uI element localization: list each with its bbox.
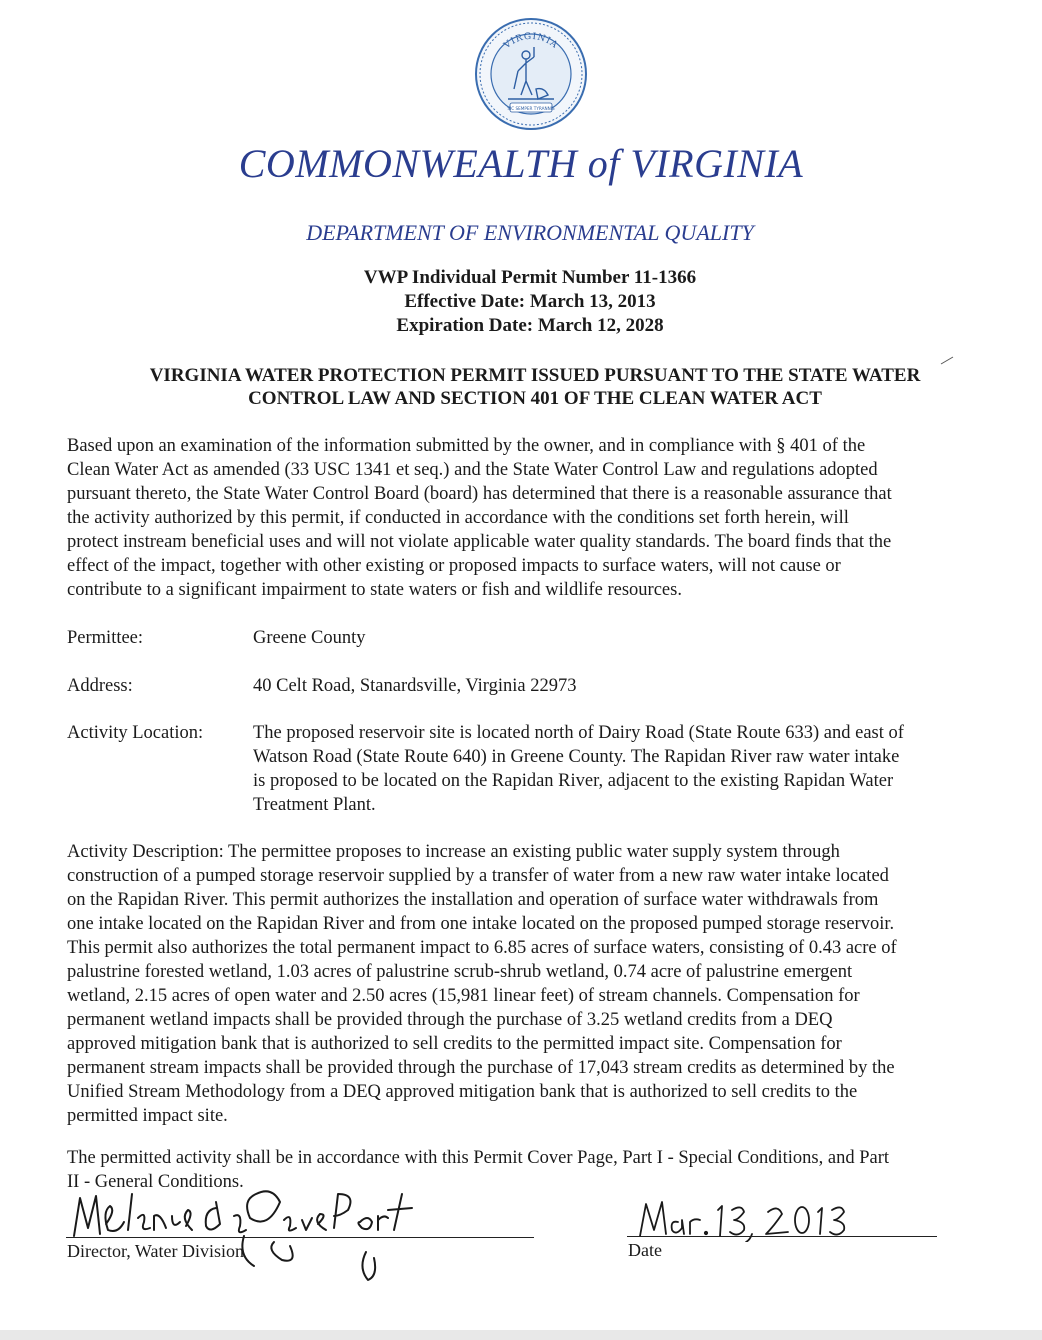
- effective-date: Effective Date: March 13, 2013: [404, 291, 656, 312]
- activity-description-line: one intake located on the Rapidan River and from one intake located on the proposed pumped storage reservoir.: [67, 914, 895, 934]
- permit-heading-line-2: CONTROL LAW AND SECTION 401 OF THE CLEAN WATER ACT: [248, 388, 822, 409]
- activity-description-line: permanent stream impacts shall be provided through the purchase of 17,043 stream credits as determined by the: [67, 1058, 895, 1078]
- activity-location-label: Activity Location:: [67, 723, 204, 743]
- permittee-value: Greene County: [253, 628, 366, 648]
- address-value: 40 Celt Road, Stanardsville, Virginia 22973: [253, 676, 577, 696]
- department-name: DEPARTMENT OF ENVIRONMENTAL QUALITY: [306, 220, 754, 245]
- closing-line: The permitted activity shall be in accordance with this Permit Cover Page, Part I - Special Conditions, and Part: [67, 1148, 890, 1168]
- intro-line: the activity authorized by this permit, if conducted in accordance with the conditions set forth herein, will: [67, 508, 849, 528]
- intro-line: pursuant thereto, the State Water Control Board (board) has determined that there is a reasonable assurance that: [67, 484, 892, 504]
- activity-description-line: construction of a pumped storage reservoir supplied by a transfer of water from a new raw water intake located: [67, 866, 889, 886]
- intro-line: Based upon an examination of the information submitted by the owner, and in compliance with § 401 of the: [67, 436, 866, 456]
- activity-location-line: The proposed reservoir site is located north of Dairy Road (State Route 633) and east of: [253, 723, 904, 743]
- address-label: Address:: [67, 676, 133, 696]
- activity-location-line: is proposed to be located on the Rapidan River, adjacent to the existing Rapidan Water: [253, 771, 894, 791]
- activity-description-line: permanent wetland impacts shall be provided through the purchase of 3.25 wetland credits from a DEQ: [67, 1010, 833, 1030]
- date-label: Date: [628, 1240, 662, 1260]
- activity-description-line: Activity Description: The permittee proposes to increase an existing public water supply system through: [67, 842, 840, 862]
- activity-description-line: Unified Stream Methodology from a DEQ approved mitigation bank that is authorized to sell credits to the: [67, 1082, 858, 1102]
- virginia-seal-icon: [474, 17, 588, 131]
- permittee-label: Permittee:: [67, 628, 144, 648]
- intro-line: Clean Water Act as amended (33 USC 1341 et seq.) and the State Water Control Law and regulations adopted: [67, 460, 878, 480]
- activity-description-line: palustrine forested wetland, 1.03 acres of palustrine scrub-shrub wetland, 0.74 acre of palustrine emergent: [67, 962, 853, 982]
- director-signature: [66, 1172, 466, 1282]
- date-signature-line: [627, 1236, 937, 1237]
- activity-description-line: wetland, 2.15 acres of open water and 2.50 acres (15,981 linear feet) of stream channels. Compensation for: [67, 986, 860, 1006]
- expiration-date: Expiration Date: March 12, 2028: [396, 315, 664, 336]
- intro-line: protect instream beneficial uses and will not violate applicable water quality standards. The board finds that the: [67, 532, 892, 552]
- activity-description-line: This permit also authorizes the total permanent impact to 6.85 acres of surface waters, consisting of 0.43 acre of: [67, 938, 897, 958]
- intro-line: effect of the impact, together with other existing or proposed impacts to surface waters, will not cause or: [67, 556, 841, 576]
- director-title: Director, Water Division: [67, 1241, 244, 1261]
- permit-number: VWP Individual Permit Number 11-1366: [363, 267, 697, 288]
- activity-location-line: Treatment Plant.: [253, 795, 376, 815]
- state-title: COMMONWEALTH of VIRGINIA: [238, 141, 804, 186]
- activity-location-line: Watson Road (State Route 640) in Greene County. The Rapidan River raw water intake: [253, 747, 900, 767]
- activity-description-line: permitted impact site.: [67, 1106, 228, 1126]
- closing-line: II - General Conditions.: [67, 1172, 244, 1192]
- activity-description-line: approved mitigation bank that is authorized to sell credits to the permitted impact site. Compensation for: [67, 1034, 842, 1054]
- intro-line: contribute to a significant impairment to state waters or fish and wildlife resources.: [67, 580, 682, 600]
- director-signature-line: [66, 1237, 534, 1238]
- permit-heading-line-1: VIRGINIA WATER PROTECTION PERMIT ISSUED PURSUANT TO THE STATE WATER: [149, 365, 921, 386]
- activity-description-line: on the Rapidan River. This permit authorizes the installation and operation of surface water withdrawals from: [67, 890, 879, 910]
- page-bottom-edge: [0, 1330, 1042, 1340]
- seal-text: VIRGINIA: [502, 31, 560, 51]
- seal-motto: SIC SEMPER TYRANNIS: [507, 106, 555, 111]
